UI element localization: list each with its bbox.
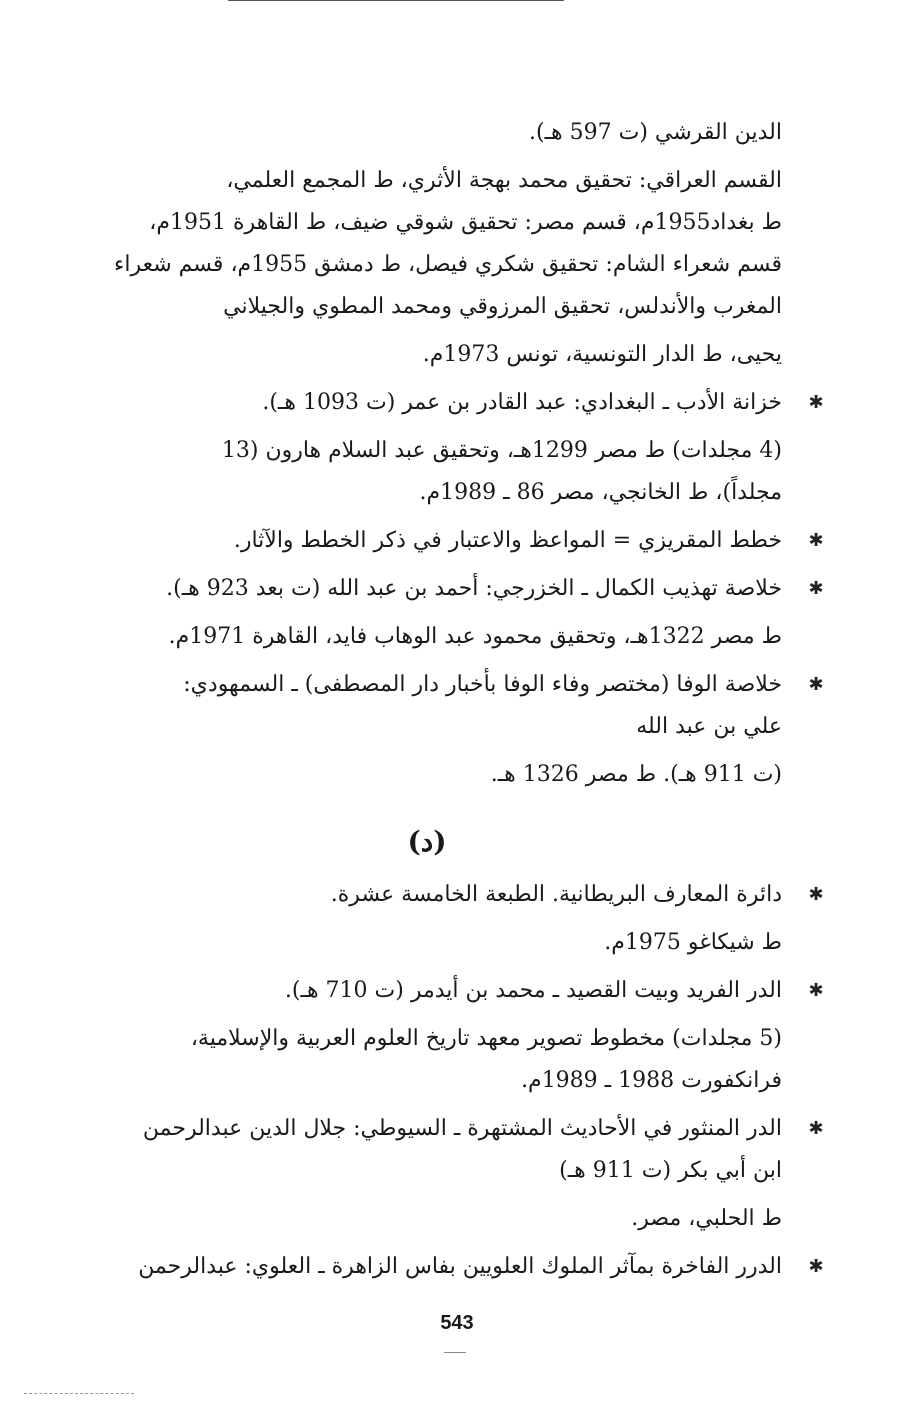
entry-text: خطط المقريزي = المواعظ والاعتبار في ذكر الخطط والآثار. <box>233 528 782 553</box>
text-line: ط الحلبي، مصر. <box>631 1206 782 1231</box>
bibliography-entry <box>82 970 824 1012</box>
page-body <box>82 112 824 1288</box>
bullet-star-icon: ✱ <box>808 578 824 599</box>
entry-text: خلاصة الوفا (مختصر وفاء الوفا بأخبار دار المصطفى) ـ السمهودي: <box>183 672 782 697</box>
bibliography-entry <box>82 1246 824 1288</box>
entry-text: دائرة المعارف البريطانية. الطبعة الخامسة عشرة. <box>330 882 782 907</box>
text-line: فرانكفورت 1988 ـ 1989م. <box>521 1068 782 1093</box>
text-line: مجلداً)، ط الخانجي، مصر 86 ـ 1989م. <box>419 480 782 505</box>
page-number: 543 <box>440 1312 474 1334</box>
text-line: (4 مجلدات) ط مصر 1299هـ، وتحقيق عبد السلام هارون (13 <box>221 438 782 463</box>
entry-text: خزانة الأدب ـ البغدادي: عبد القادر بن عمر (ت 1093 هـ). <box>262 390 782 415</box>
bibliography-entry <box>82 568 824 610</box>
bibliography-entry <box>82 1108 824 1150</box>
text-line: المغرب والأندلس، تحقيق المرزوقي ومحمد المطوي والجيلاني <box>223 294 782 319</box>
entry-text: الدرر الفاخرة بمآثر الملوك العلويين بفاس الزاهرة ـ العلوي: عبدالرحمن <box>138 1254 782 1279</box>
bullet-star-icon: ✱ <box>808 530 824 551</box>
bullet-star-icon: ✱ <box>808 980 824 1001</box>
text-line: (5 مجلدات) مخطوط تصوير معهد تاريخ العلوم العربية والإسلامية، <box>190 1026 782 1051</box>
bullet-star-icon: ✱ <box>808 884 824 905</box>
text-line: ط بغداد1955م، قسم مصر: تحقيق شوقي ضيف، ط القاهرة 1951م، <box>149 210 782 235</box>
bibliography-entry <box>82 520 824 562</box>
entry-text: الدر المنثور في الأحاديث المشتهرة ـ السيوطي: جلال الدين عبدالرحمن <box>142 1116 782 1141</box>
text-line: ط شيكاغو 1975م. <box>604 930 782 955</box>
bullet-star-icon: ✱ <box>808 1118 824 1139</box>
bibliography-entry <box>82 664 824 706</box>
bottom-mark <box>444 1352 466 1353</box>
text-line: القسم العراقي: تحقيق محمد بهجة الأثري، ط المجمع العلمي، <box>226 168 782 193</box>
footer-rule <box>24 1393 134 1395</box>
bibliography-entry <box>82 874 824 916</box>
top-rule <box>228 0 564 1</box>
bullet-star-icon: ✱ <box>808 392 824 413</box>
text-line: ط مصر 1322هـ، وتحقيق محمود عبد الوهاب فايد، القاهرة 1971م. <box>168 624 782 649</box>
text-line: يحيى، ط الدار التونسية، تونس 1973م. <box>422 342 782 367</box>
text-line: ابن أبي بكر (ت 911 هـ) <box>559 1158 782 1183</box>
text-line: قسم شعراء الشام: تحقيق شكري فيصل، ط دمشق 1955م، قسم شعراء <box>114 252 782 277</box>
bullet-star-icon: ✱ <box>808 1256 824 1277</box>
section-heading: (د) <box>407 825 447 858</box>
bullet-star-icon: ✱ <box>808 674 824 695</box>
text-line: (ت 911 هـ). ط مصر 1326 هـ. <box>490 762 782 787</box>
bibliography-entry <box>82 382 824 424</box>
entry-text: خلاصة تهذيب الكمال ـ الخزرجي: أحمد بن عبد الله (ت بعد 923 هـ). <box>166 576 782 601</box>
text-line: الدين القرشي (ت 597 هـ). <box>529 120 782 145</box>
text-line: علي بن عبد الله <box>636 714 782 739</box>
entry-text: الدر الفريد وبيت القصيد ـ محمد بن أيدمر (ت 710 هـ). <box>284 978 782 1003</box>
